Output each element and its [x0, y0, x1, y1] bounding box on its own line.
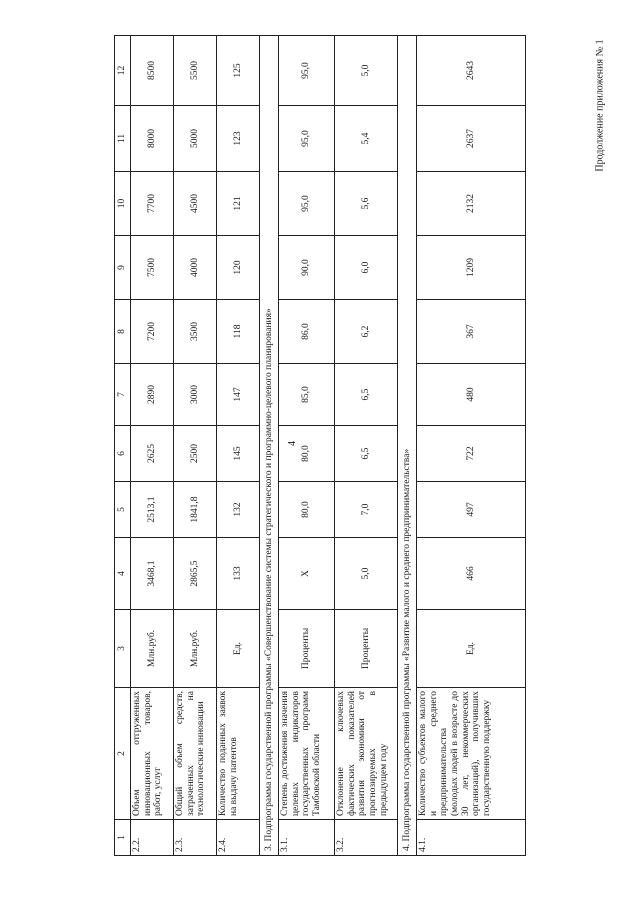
value-cell: 3000 — [174, 364, 217, 426]
value-cell: 2500 — [174, 426, 217, 482]
section-title: 3. Подпрограмма государственной программы «Совершенствование системы стратегического и программно-целевого планирования» — [260, 36, 279, 856]
value-cell: 5,0 — [335, 538, 398, 610]
page-number: 4 — [287, 441, 298, 446]
value-cell: 95,0 — [279, 36, 335, 106]
value-cell: 85,0 — [279, 364, 335, 426]
column-number: 2 — [115, 688, 131, 820]
unit-cell: Ед. — [217, 610, 260, 688]
value-cell: Х — [279, 538, 335, 610]
value-cell: 120 — [217, 236, 260, 300]
value-cell: 4500 — [174, 172, 217, 236]
value-cell: 2625 — [131, 426, 174, 482]
column-number: 11 — [115, 106, 131, 172]
table-row — [335, 36, 398, 856]
value-cell: 95,0 — [279, 172, 335, 236]
unit-cell: Проценты — [335, 610, 398, 688]
row-number: 3.2. — [335, 820, 398, 856]
value-cell: 5500 — [174, 36, 217, 106]
column-number: 6 — [115, 426, 131, 482]
unit-cell: Млн.руб. — [174, 610, 217, 688]
value-cell: 147 — [217, 364, 260, 426]
value-cell: 6,2 — [335, 300, 398, 364]
value-cell: 7200 — [131, 300, 174, 364]
value-cell: 5,4 — [335, 106, 398, 172]
value-cell: 2132 — [417, 172, 526, 236]
value-cell: 5000 — [174, 106, 217, 172]
value-cell: 2513,1 — [131, 482, 174, 538]
value-cell: 1209 — [417, 236, 526, 300]
indicator-name: Количество субъектов малого и среднего предпринимательства (молодых людей в возрасте до 30 лет, некоммерческих организаций), получивших государственную поддержку — [417, 688, 526, 820]
value-cell: 6,0 — [335, 236, 398, 300]
row-number: 2.4. — [217, 820, 260, 856]
indicator-name: Объем отгруженных инновационных товаров, работ, услуг — [131, 688, 174, 820]
value-cell: 7500 — [131, 236, 174, 300]
value-cell: 2637 — [417, 106, 526, 172]
continuation-label: Продолжение приложения № 1 — [594, 39, 606, 172]
value-cell: 3500 — [174, 300, 217, 364]
value-cell: 6,5 — [335, 364, 398, 426]
row-number: 3.1. — [279, 820, 335, 856]
rotated-table-wrapper — [114, 36, 526, 856]
value-cell: 7700 — [131, 172, 174, 236]
column-number-row — [115, 36, 131, 856]
table-row — [131, 36, 174, 856]
value-cell: 2643 — [417, 36, 526, 106]
column-number: 9 — [115, 236, 131, 300]
unit-cell: Проценты — [279, 610, 335, 688]
column-number: 10 — [115, 172, 131, 236]
unit-cell: Млн.руб. — [131, 610, 174, 688]
value-cell: 90,0 — [279, 236, 335, 300]
column-number: 7 — [115, 364, 131, 426]
row-number: 2.2. — [131, 820, 174, 856]
value-cell: 125 — [217, 36, 260, 106]
value-cell: 7,0 — [335, 482, 398, 538]
value-cell: 118 — [217, 300, 260, 364]
value-cell: 497 — [417, 482, 526, 538]
column-number: 8 — [115, 300, 131, 364]
value-cell: 8500 — [131, 36, 174, 106]
indicators-table — [114, 35, 526, 856]
value-cell: 145 — [217, 426, 260, 482]
indicator-name: Степень достижения значения целевых индикаторов государственных программ Тамбовской области — [279, 688, 335, 820]
column-number: 1 — [115, 820, 131, 856]
value-cell: 132 — [217, 482, 260, 538]
row-number: 4.1. — [417, 820, 526, 856]
value-cell: 80,0 — [279, 426, 335, 482]
table-row — [217, 36, 260, 856]
value-cell: 480 — [417, 364, 526, 426]
value-cell: 4000 — [174, 236, 217, 300]
value-cell: 1841,8 — [174, 482, 217, 538]
value-cell: 722 — [417, 426, 526, 482]
value-cell: 6,5 — [335, 426, 398, 482]
value-cell: 5,0 — [335, 36, 398, 106]
unit-cell: Ед. — [417, 610, 526, 688]
value-cell: 3468,1 — [131, 538, 174, 610]
value-cell: 367 — [417, 300, 526, 364]
value-cell: 133 — [217, 538, 260, 610]
column-number: 3 — [115, 610, 131, 688]
value-cell: 8000 — [131, 106, 174, 172]
section-row — [398, 36, 417, 856]
table-row — [279, 36, 335, 856]
value-cell: 95,0 — [279, 106, 335, 172]
value-cell: 5,6 — [335, 172, 398, 236]
value-cell: 86,0 — [279, 300, 335, 364]
value-cell: 123 — [217, 106, 260, 172]
row-number: 2.3. — [174, 820, 217, 856]
value-cell: 80,0 — [279, 482, 335, 538]
indicator-name: Количество поданных заявок на выдачу патентов — [217, 688, 260, 820]
value-cell: 121 — [217, 172, 260, 236]
indicator-name: Отклонение ключевых фактических показателей развития экономики от прогнозируемых в предыдущем году — [335, 688, 398, 820]
value-cell: 2865,5 — [174, 538, 217, 610]
column-number: 12 — [115, 36, 131, 106]
section-row — [260, 36, 279, 856]
table-row — [174, 36, 217, 856]
column-number: 5 — [115, 482, 131, 538]
value-cell: 2890 — [131, 364, 174, 426]
indicator-name: Общий объем средств, затраченных на технологические инновации — [174, 688, 217, 820]
table-row — [417, 36, 526, 856]
value-cell: 466 — [417, 538, 526, 610]
column-number: 4 — [115, 538, 131, 610]
section-title: 4. Подпрограмма государственной программы «Развитие малого и среднего предпринимательства» — [398, 36, 417, 856]
